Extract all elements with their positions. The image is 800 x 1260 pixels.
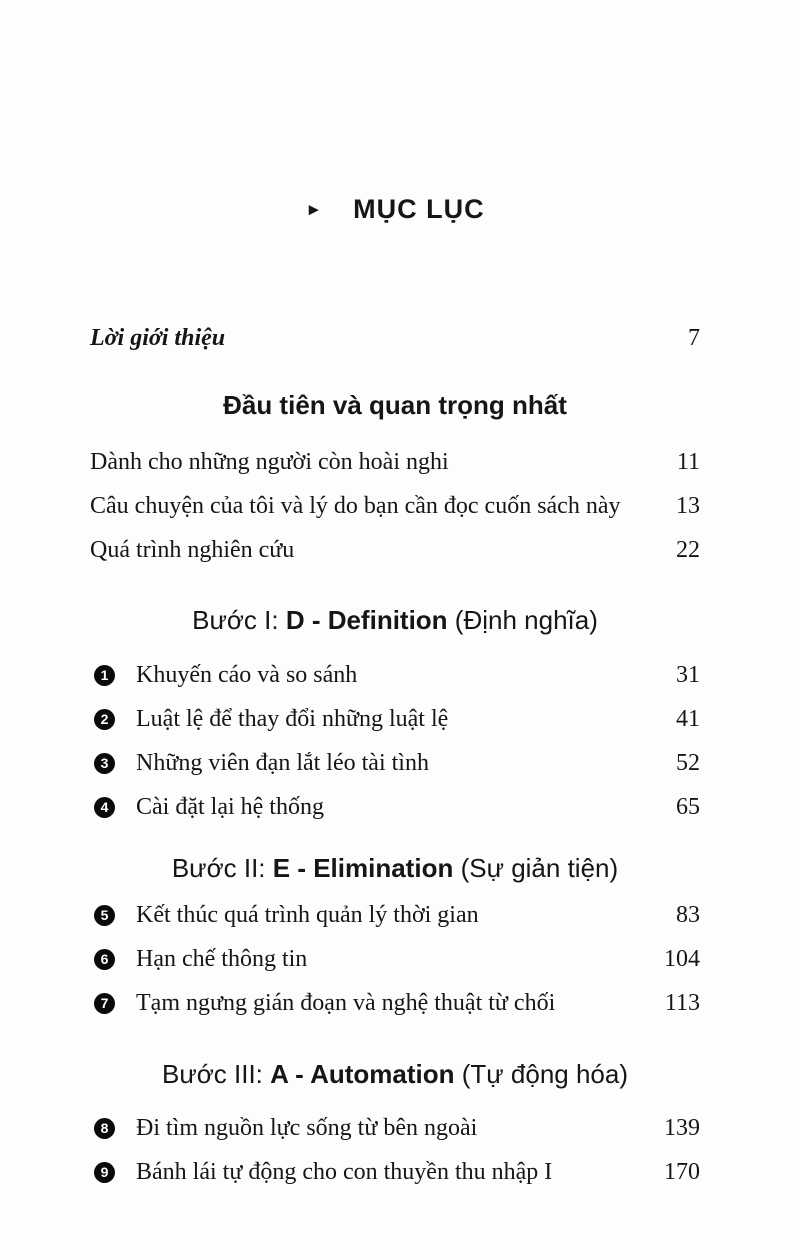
chapter-number-badge: 2 bbox=[94, 709, 115, 730]
entry-page-number: 13 bbox=[676, 492, 700, 519]
entry-label: Luật lệ để thay đổi những luật lệ bbox=[136, 705, 449, 732]
page-title bbox=[90, 192, 700, 226]
toc-entry bbox=[90, 937, 700, 981]
section-rows bbox=[90, 653, 700, 829]
section-heading bbox=[90, 850, 700, 886]
toc-entry bbox=[90, 653, 700, 697]
chapter-number-badge: 3 bbox=[94, 753, 115, 774]
toc-entry bbox=[90, 1106, 700, 1150]
chapter-number-badge: 6 bbox=[94, 949, 115, 970]
entry-page-number: 170 bbox=[664, 1158, 700, 1185]
entry-label: Quá trình nghiên cứu bbox=[90, 536, 295, 563]
toc-entry bbox=[90, 741, 700, 785]
heading-bold: E - Elimination bbox=[272, 853, 454, 883]
toc-entry bbox=[90, 697, 700, 741]
entry-label: Tạm ngưng gián đoạn và nghệ thuật từ chối bbox=[136, 989, 556, 1016]
right-arrow-icon: ► bbox=[305, 200, 324, 219]
section-rows bbox=[90, 440, 700, 572]
entry-page-number: 41 bbox=[676, 705, 700, 732]
section-heading bbox=[90, 1056, 700, 1092]
entry-label: Cài đặt lại hệ thống bbox=[136, 793, 324, 820]
section-rows bbox=[90, 893, 700, 1025]
chapter-number-badge: 4 bbox=[94, 797, 115, 818]
entry-label: Lời giới thiệu bbox=[90, 324, 226, 351]
toc-content bbox=[0, 192, 800, 1194]
toc-entry bbox=[90, 440, 700, 484]
toc-entry bbox=[90, 981, 700, 1025]
entry-label: Dành cho những người còn hoài nghi bbox=[90, 448, 449, 475]
section-heading bbox=[90, 602, 700, 638]
entry-page-number: 31 bbox=[676, 661, 700, 688]
heading-bold: Đầu tiên và quan trọng nhất bbox=[223, 390, 567, 420]
heading-prefix: Bước I: bbox=[192, 605, 286, 635]
toc-entry bbox=[90, 893, 700, 937]
entry-page-number: 11 bbox=[676, 448, 700, 475]
chapter-number-badge: 9 bbox=[94, 1162, 115, 1183]
toc-entry bbox=[90, 321, 700, 355]
entry-label: Những viên đạn lắt léo tài tình bbox=[136, 749, 429, 776]
toc-section-step-3 bbox=[90, 1056, 700, 1194]
entry-page-number: 65 bbox=[676, 793, 700, 820]
entry-label: Bánh lái tự động cho con thuyền thu nhập I bbox=[136, 1158, 553, 1185]
chapter-number-badge: 1 bbox=[94, 665, 115, 686]
entry-label: Khuyến cáo và so sánh bbox=[136, 661, 358, 688]
entry-label: Câu chuyện của tôi và lý do bạn cần đọc cuốn sách này bbox=[90, 492, 621, 519]
heading-suffix: (Tự động hóa) bbox=[454, 1059, 628, 1089]
heading-prefix: Bước II: bbox=[171, 853, 273, 883]
entry-label: Đi tìm nguồn lực sống từ bên ngoài bbox=[136, 1114, 478, 1141]
entry-page-number: 113 bbox=[664, 989, 700, 1016]
entry-page-number: 52 bbox=[676, 749, 700, 776]
toc-section-step-2 bbox=[90, 850, 700, 1025]
chapter-number-badge: 8 bbox=[94, 1118, 115, 1139]
toc-entry bbox=[90, 484, 700, 528]
heading-bold: D - Definition bbox=[285, 605, 448, 635]
entry-page-number: 22 bbox=[676, 536, 700, 563]
section-rows bbox=[90, 1106, 700, 1194]
toc-entry bbox=[90, 528, 700, 572]
entry-page-number: 83 bbox=[676, 901, 700, 928]
page-title-text: MỤC LỤC bbox=[353, 194, 485, 224]
entry-page-number: 7 bbox=[688, 324, 700, 351]
heading-bold: A - Automation bbox=[270, 1059, 455, 1089]
toc-entry bbox=[90, 785, 700, 829]
entry-label: Kết thúc quá trình quản lý thời gian bbox=[136, 901, 479, 928]
heading-suffix: (Định nghĩa) bbox=[447, 605, 598, 635]
heading-prefix: Bước III: bbox=[161, 1059, 271, 1089]
heading-suffix: (Sự giản tiện) bbox=[453, 853, 619, 883]
toc-entry bbox=[90, 1150, 700, 1194]
entry-label: Hạn chế thông tin bbox=[136, 945, 308, 972]
toc-section-first bbox=[90, 387, 700, 572]
chapter-number-badge: 7 bbox=[94, 993, 115, 1014]
toc-section-step-1 bbox=[90, 602, 700, 829]
section-heading bbox=[90, 387, 700, 423]
entry-page-number: 104 bbox=[664, 945, 700, 972]
chapter-number-badge: 5 bbox=[94, 905, 115, 926]
entry-page-number: 139 bbox=[664, 1114, 700, 1141]
